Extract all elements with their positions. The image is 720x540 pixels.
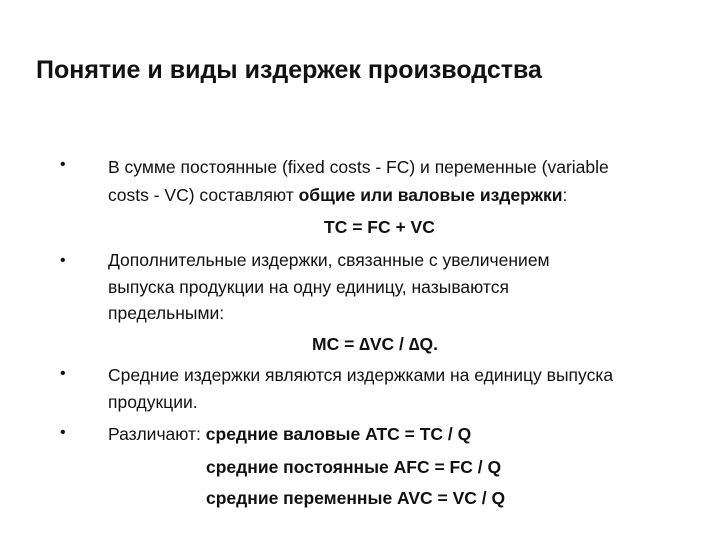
item-2-line-1: Дополнительные издержки, связанные с увеличением bbox=[108, 250, 550, 270]
formula-afc: средние постоянные AFC = FC / Q bbox=[206, 457, 502, 477]
formula-mc: MC = ∆VC / ∆Q. bbox=[312, 334, 438, 354]
item-4-prefix: Различают: bbox=[108, 424, 206, 444]
item-4-line-1 bbox=[108, 426, 471, 444]
bullet-1: • bbox=[60, 156, 66, 173]
formula-avc: средние переменные AVC = VC / Q bbox=[206, 488, 506, 508]
formula-tc: TC = FC + VC bbox=[324, 217, 435, 237]
item-3-line-1: Средние издержки являются издержками на единицу выпуска bbox=[108, 365, 614, 385]
item-1-line-1: В сумме постоянные (fixed costs - FC) и переменные (variable bbox=[108, 157, 609, 177]
formula-atc: средние валовые ATC = TC / Q bbox=[205, 424, 472, 444]
bullet-3: • bbox=[60, 365, 66, 382]
item-1-text: costs - VC) составляют bbox=[108, 185, 299, 205]
item-3-line-2: продукции. bbox=[108, 392, 198, 412]
item-1-colon: : bbox=[562, 185, 568, 205]
item-2-line-3: предельными: bbox=[108, 303, 225, 323]
slide-title: Понятие и виды издержек производства bbox=[36, 56, 542, 84]
bullet-2: • bbox=[60, 252, 66, 269]
item-1-line-2 bbox=[108, 187, 567, 205]
item-2-line-2: выпуска продукции на одну единицу, называются bbox=[108, 277, 509, 297]
bullet-4: • bbox=[60, 424, 66, 441]
item-1-bold-term: общие или валовые издержки bbox=[298, 185, 563, 205]
